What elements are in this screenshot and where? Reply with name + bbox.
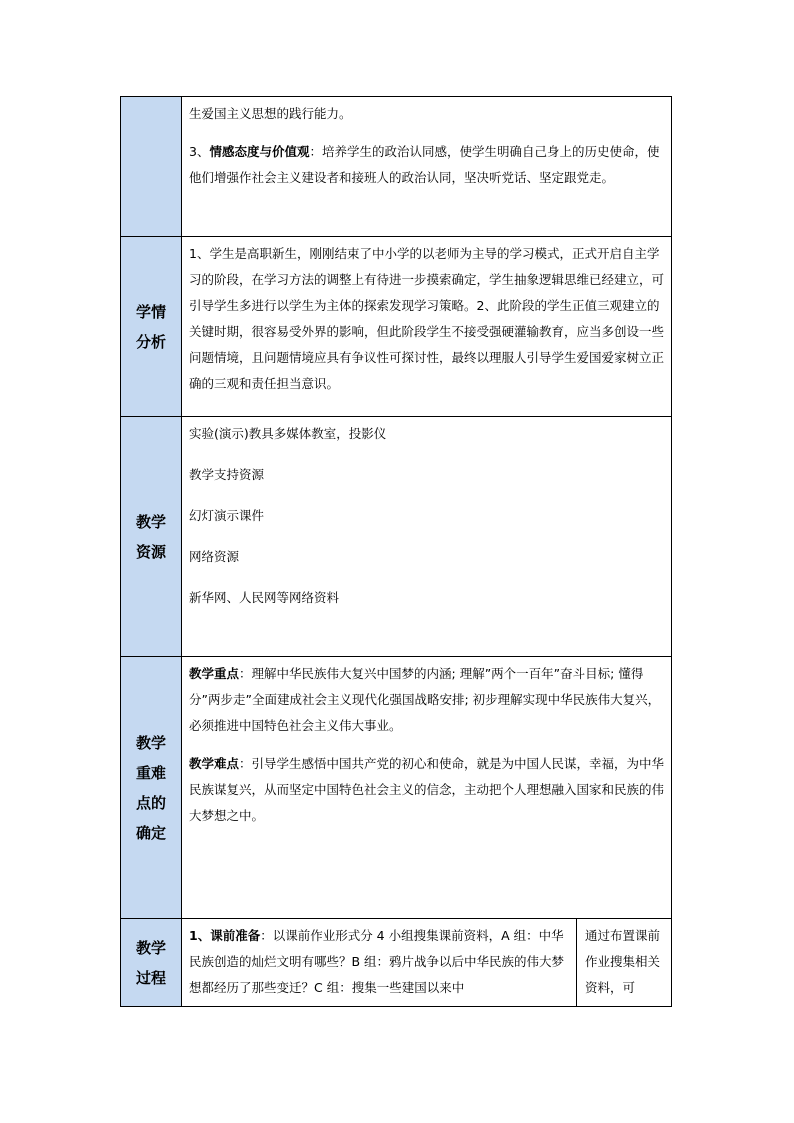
pre-class-prep-text: ：以课前作业形式分 4 小组搜集课前资料，A 组：中华民族创造的灿烂文明有哪些？B 组：鸦片战争以后中华民族的伟大梦想都经历了那些变迁？C 组：搜集一些建国以来中 xyxy=(189,928,565,995)
objectives-line: 生爱国主义思想的践行能力。 xyxy=(189,106,352,121)
key-points-row xyxy=(121,657,672,919)
learner-analysis-content xyxy=(182,237,672,417)
process-row xyxy=(121,919,672,1007)
item-number: 3、 xyxy=(189,144,210,159)
resources-row xyxy=(121,417,672,657)
teaching-difficulty-title: 教学难点 xyxy=(189,756,240,771)
label-line: 教学 xyxy=(135,733,166,752)
process-intent xyxy=(577,919,672,1007)
label-line: 教学 xyxy=(135,938,166,957)
label-line: 确定 xyxy=(135,823,166,842)
teaching-difficulty-text: ：引导学生感悟中国共产党的初心和使命，就是为中国人民谋，幸福，为中华民族谋复兴，从而坚定中国特色社会主义的信念，主动把个人理想融入国家和民族的伟大梦想之中。 xyxy=(189,756,665,823)
key-points-content xyxy=(182,657,672,919)
resource-item: 幻灯演示课件 xyxy=(189,508,265,523)
objectives-content xyxy=(182,97,672,237)
label-line: 分析 xyxy=(135,332,166,351)
teaching-focus-title: 教学重点 xyxy=(189,666,240,681)
resources-label xyxy=(121,417,182,657)
process-label xyxy=(121,919,182,1007)
resource-item: 新华网、人民网等网络资料 xyxy=(189,590,340,605)
resource-item: 网络资源 xyxy=(189,549,240,564)
label-line: 重难 xyxy=(135,763,166,782)
label-line: 学情 xyxy=(135,302,166,321)
objectives-row xyxy=(121,97,672,237)
teaching-difficulty xyxy=(189,751,665,829)
learner-analysis-row xyxy=(121,237,672,417)
resources-content xyxy=(182,417,672,657)
resource-item: 教学支持资源 xyxy=(189,467,265,482)
key-points-label xyxy=(121,657,182,919)
pre-class-prep xyxy=(189,923,570,1001)
teaching-focus-text: ：理解中华民族伟大复兴中国梦的内涵; 理解”两个一百年”奋斗目标; 懂得分”两步走”全面建成社会主义现代化强国战略安排; 初步理解实现中华民族伟大复兴，必须推进中国特色社会主义伟大事业。 xyxy=(189,666,661,733)
learner-analysis-label xyxy=(121,237,182,417)
process-intent-text: 通过布置课前作业搜集相关资料，可 xyxy=(585,928,661,995)
pre-class-prep-title: 1、课前准备 xyxy=(189,928,261,943)
objectives-label-cell xyxy=(121,97,182,237)
label-line: 过程 xyxy=(135,968,166,987)
process-content xyxy=(182,919,577,1007)
emotion-objective xyxy=(189,139,665,191)
lesson-plan-table xyxy=(120,96,672,1007)
learner-analysis-text: 1、学生是高职新生，刚刚结束了中小学的以老师为主导的学习模式，正式开启自主学习的阶段，在学习方法的调整上有待进一步摸索确定，学生抽象逻辑思维已经建立，可引导学生多进行以学生为主体的探索发现学习策略。2、此阶段的学生正值三观建立的关键时期，很容易受外界的影响，但此阶段学生不接受强硬灌输教育，应当多创设一些问题情境，且问题情境应具有争议性可探讨性，最终以理服人引导学生爱国爱家树立正确的三观和责任担当意识。 xyxy=(189,246,665,391)
emotion-objective-text: ：培养学生的政治认同感，使学生明确自己身上的历史使命，使他们增强作社会主义建设者和接班人的政治认同，坚决听党话、坚定跟党走。 xyxy=(189,144,660,185)
label-line: 教学 xyxy=(135,512,166,531)
label-line: 点的 xyxy=(135,793,166,812)
resource-item: 实验(演示)教具多媒体教室，投影仪 xyxy=(189,426,387,441)
emotion-objective-title: 情感态度与价值观 xyxy=(209,144,310,159)
label-line: 资源 xyxy=(135,542,166,561)
teaching-focus xyxy=(189,661,665,739)
